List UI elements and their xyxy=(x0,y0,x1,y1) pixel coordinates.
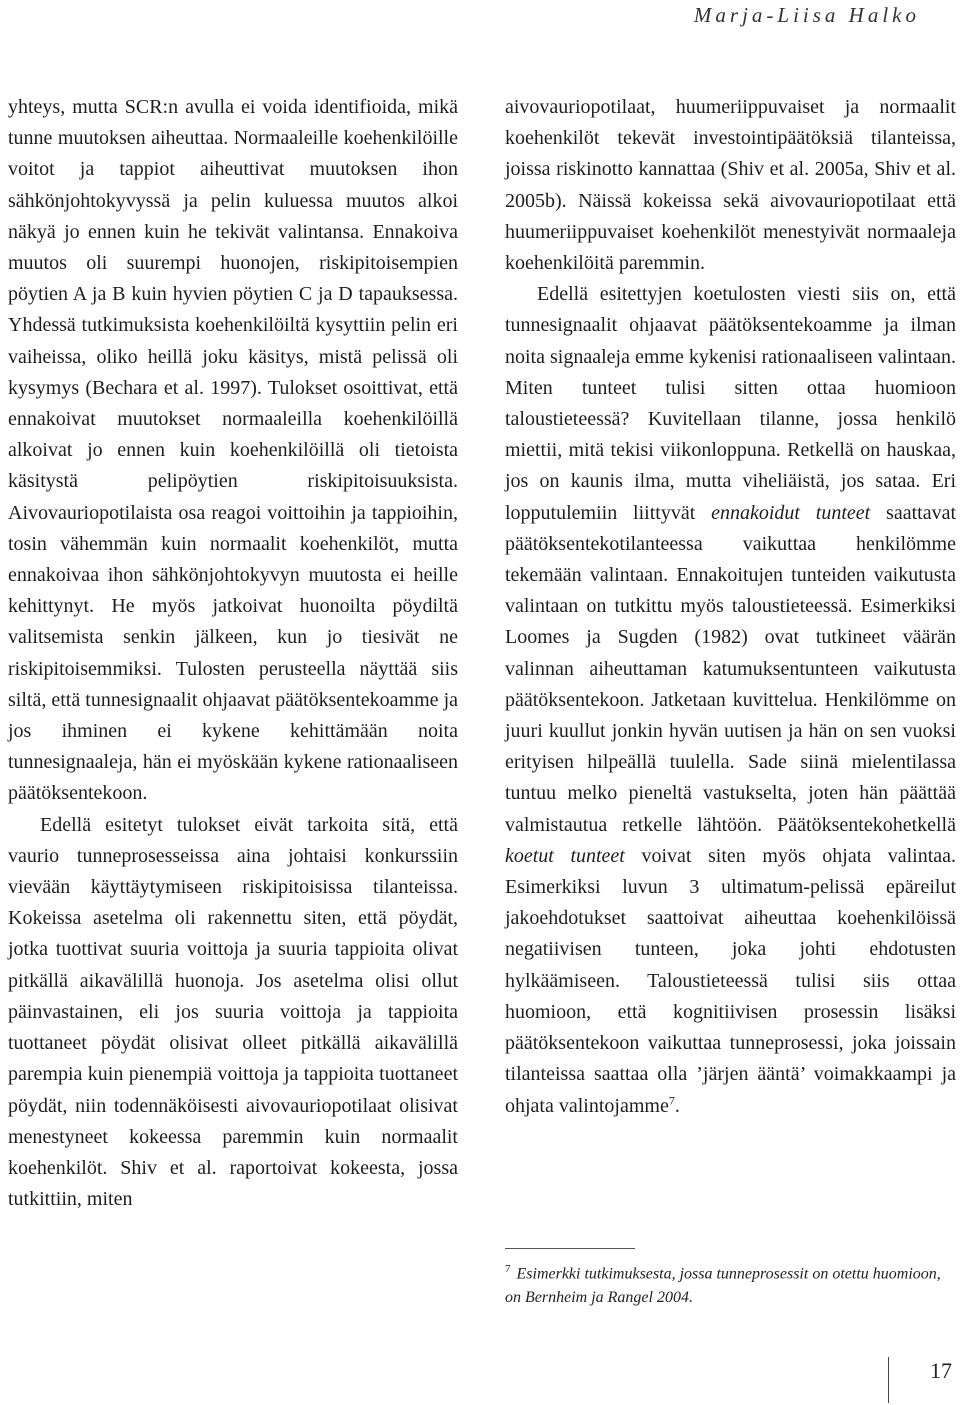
right-column xyxy=(505,92,956,1122)
right-paragraph-2-text-a: Edellä esitettyjen koetulosten viesti siis on, että tunnesignaalit ohjaavat päätöksentekoamme ja ilman noita signaaleja emme kykenisi rationaaliseen valintaan. Miten tunteet tulisi sitten ottaa huomioon taloustieteessä? Kuvitellaan tilanne, jossa henkilö miettii, mitä tekisi viikonloppuna. Retkellä on hauskaa, jos on kaunis ilma, mutta viheliäistä, jos sataa. Eri lopputulemiin liittyvät xyxy=(505,283,956,524)
running-head-author: Marja-Liisa Halko xyxy=(693,3,920,27)
emphasis-ennakoidut-tunteet: ennakoidut tunteet xyxy=(711,501,871,524)
footnote-text: Esimerkki tutkimuksesta, jossa tunneprosessit on otettu huomioon, on Bernheim ja Rangel 2004. xyxy=(505,1265,941,1307)
right-paragraph-2 xyxy=(505,279,956,1121)
footnote-divider xyxy=(505,1248,635,1249)
footnote-reference: 7 xyxy=(668,1092,675,1107)
footnote-number: 7 xyxy=(505,1263,511,1275)
right-paragraph-2-text-b: saattavat päätöksentekotilanteessa vaikuttaa henkilömme tekemään valintaan. Ennakoitujen tunteiden vaikutusta valintaan on tutkittu myös taloustieteessä. Esimerkiksi Loomes ja Sugden (1982) ovat tutkineet väärän valinnan aiheuttaman katumuksentunteen vaikutusta päätöksentekoon. Jatketaan kuvittelua. Henkilömme on juuri kuullut jonkin hyvän uutisen ja hän on sen vuoksi erityisen hilpeällä tuulella. Sade siinä mielentilassa tuntuu melko pieneltä vastukselta, joten hän päättää valmistautua retkelle lähtöön. Päätöksentekohetkellä xyxy=(505,501,957,836)
page-number-divider xyxy=(888,1357,889,1403)
page-number: 17 xyxy=(930,1358,952,1383)
left-column xyxy=(8,92,458,1215)
emphasis-koetut-tunteet: koetut tunteet xyxy=(505,844,625,867)
left-paragraph-1: yhteys, mutta SCR:n avulla ei voida identifioida, mikä tunne muutoksen aiheuttaa. Normaaleille koehenkilöille voitot ja tappiot aiheuttivat muutoksen ihon sähkönjohtokyvyssä ja pelin kuluessa muutos alkoi näkyä jo ennen kuin he tekivät valintansa. Ennakoiva muutos oli suurempi huonojen, riskipitoisempien pöytien A ja B kuin hyvien pöytien C ja D tapauksessa. Yhdessä tutkimuksista koehenkilöiltä kysyttiin pelin eri vaiheissa, oliko heillä joku käsitys, mistä pelissä oli kysymys (Bechara et al. 1997). Tulokset osoittivat, että ennakoivat muutokset normaaleilla koehenkilöillä alkoivat jo ennen kuin koehenkilöillä oli tietoista käsitystä pelipöytien riskipitoisuuksista. Aivovauriopotilaista osa reagoi voittoihin ja tappioihin, tosin vähemmän kuin normaalit koehenkilöt, mutta ennakoivaa ihon sähkönjohtokyvyn muutosta ei heille kehittynyt. He myös jatkoivat huonoilta pöydiltä valitsemista senkin jälkeen, kun jo tiesivät ne riskipitoisemmiksi. Tulosten perusteella näyttää siis siltä, että tunnesignaalit ohjaavat päätöksentekoamme ja jos ihminen ei kykene kehittämään noita tunnesignaaleja, hän ei myöskään kykene rationaaliseen päätöksentekoon. xyxy=(8,96,458,805)
right-paragraph-2-end: . xyxy=(674,1094,680,1117)
right-paragraph-1: aivovauriopotilaat, huumeriippuvaiset ja normaalit koehenkilöt tekevät investointipäätöksiä tilanteissa, joissa riskinotto kannattaa (Shiv et al. 2005a, Shiv et al. 2005b). Näissä kokeissa sekä aivovauriopotilaat että huumeriippuvaiset koehenkilöt menestyivät normaaleja koehenkilöitä paremmin. xyxy=(505,96,956,275)
right-paragraph-2-text-c: voivat siten myös ohjata valintaa. Esimerkiksi luvun 3 ultimatum-pelissä epäreilut jakoehdotukset saattoivat aiheuttaa koehenkilöissä negatiivisen tunteen, joka johti ehdotusten hylkäämiseen. Taloustieteessä tulisi siis ottaa huomioon, että kognitiivisen prosessin lisäksi päätöksentekoon vaikuttaa tunneprosessi, joka joissain tilanteissa saattaa olla ’järjen ääntä’ voimakkaampi ja ohjata valintojamme xyxy=(505,844,956,1117)
left-paragraph-2: Edellä esitetyt tulokset eivät tarkoita sitä, että vaurio tunneprosesseissa aina johtaisi konkurssiin vievään käyttäytymiseen riskipitoisissa tilanteissa. Kokeissa asetelma oli rakennettu siten, että pöydät, jotka tuottivat suuria voittoja ja suuria tappioita olivat pitkällä aikavälillä huonoja. Jos asetelma olisi ollut päinvastainen, eli jos suuria voittoja ja tappioita tuottaneet pöydät olisivat olleet pitkällä aikavälillä parempia kuin pienempiä voittoja ja tappioita tuottaneet pöydät, niin todennäköisesti aivovauriopotilaat olisivat menestyneet kokeessa paremmin kuin normaalit koehenkilöt. Shiv et al. raportoivat kokeesta, jossa tutkittiin, miten xyxy=(8,813,458,1211)
footnote xyxy=(505,1257,945,1310)
